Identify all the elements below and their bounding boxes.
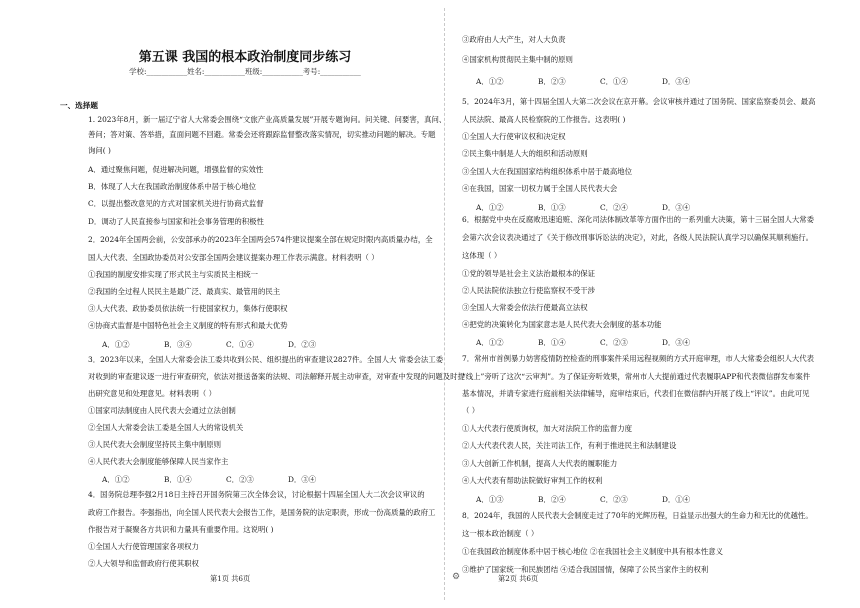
text-line: D．调动了人民直接参与国家和社会事务管理的积极性 (88, 217, 264, 226)
text-line: ④把党的决策转化为国家意志是人民代表大会制度的基本功能 (462, 320, 662, 329)
answer-option[interactable]: A．①③ (476, 495, 504, 504)
page-title: 第五课 我国的根本政治制度同步练习 (138, 50, 352, 65)
answer-option[interactable]: B．①④ (538, 338, 566, 347)
text-line: ④协商式监督是中国特色社会主义制度的特有形式和最大优势 (88, 321, 288, 330)
answer-option[interactable]: B．②④ (538, 495, 566, 504)
text-line: ①党的领导是社会主义法治最根本的保证 (462, 269, 596, 278)
text-line: ③维护了国家统一和民族团结 ④适合我国国情，保障了公民当家作主的权利 (462, 565, 709, 574)
footer-page-right: 第2页 共6页 (498, 574, 539, 583)
answer-option[interactable]: C．①④ (226, 340, 254, 349)
answer-option[interactable]: B．②③ (538, 77, 566, 86)
answer-option[interactable]: B．①④ (164, 475, 192, 484)
text-line: ③政府由人大产生，对人大负责 (462, 35, 566, 44)
answer-options (476, 202, 724, 213)
text-line: 对收到的审查建议逐一进行审查研究，依法对报送备案的法规、司法解释开展主动审查，对审查中发现的问题及时提 (88, 372, 465, 381)
text-line: 作报告对于凝聚各方共识和力量具有重要作用。这说明( ) (88, 525, 274, 534)
text-line: ①我国的制度安排实现了形式民主与实质民主相统一 (88, 270, 258, 279)
text-line: ③人大创新工作机制，提高人大代表的履职能力 (462, 459, 618, 468)
text-line: 这一根本政治制度（ ） (462, 529, 539, 538)
text-line: ④在我国，国家一切权力属于全国人民代表大会 (462, 184, 618, 193)
section-heading: 一、选择题 (60, 101, 98, 110)
text-line: 政府工作报告。李强指出，向全国人民代表大会报告工作，是国务院的法定职责，形成一份高质量的政府工 (88, 508, 436, 517)
footer-page-left: 第1页 共6页 (210, 574, 251, 583)
text-line: ①人大代表行使质询权，加大对法院工作的监督力度 (462, 424, 632, 433)
answer-options (476, 494, 724, 505)
text-line: “线上”旁听了这次“云审判”。为了保证旁听效果，常州市人大提前通过代表履职APP和代表微信群发布案件 (462, 372, 811, 381)
answer-options (476, 337, 724, 348)
text-line: ③人大代表、政协委员依法统一行使国家权力，集体行使职权 (88, 304, 288, 313)
answer-option[interactable]: A．①② (476, 338, 504, 347)
student-info-line: 学校:___________姓名:___________班级:___________考号:___________ (129, 67, 361, 76)
text-line: ①国家司法制度由人民代表大会通过立法创制 (88, 406, 236, 415)
answer-option[interactable]: D．②③ (288, 340, 317, 349)
text-line: ②人大代表代表人民，关注司法工作，有利于推进民主和法制建设 (462, 441, 677, 450)
text-line: ④人民代表大会制度能够保障人民当家作主 (88, 457, 229, 466)
text-line: ①全国人大行使管理国家各项权力 (88, 542, 199, 551)
text-line: 4．国务院总理李强2月18日主持召开国务院第三次全体会议，讨论根据十四届全国人大二次会议审议的 (88, 490, 425, 499)
text-line: 国人大代表、全国政协委员对公安部全国两会建议提案办理工作表示满意。材料表明（ ） (88, 253, 379, 262)
answer-option[interactable]: C．②③ (600, 338, 628, 347)
text-line: ④人大代表有帮助法院做好审判工作的权利 (462, 476, 603, 485)
answer-option[interactable]: A．①② (102, 475, 130, 484)
text-line: ①在我国政治制度体系中居于核心地位 ②在我国社会主义制度中具有根本性意义 (462, 547, 724, 556)
answer-options (476, 76, 724, 87)
text-line: 人民法院、最高人民检察院的工作报告。这表明( ) (462, 115, 626, 124)
text-line: 这体现（ ） (462, 251, 502, 260)
text-line: 7．常州市首例暴力妨害疫情防控检查的刑事案件采用远程视频的方式开庭审理，市人大常委会组织人大代表 (462, 354, 815, 363)
answer-option[interactable]: C．②③ (226, 475, 254, 484)
text-line: （ ） (462, 406, 480, 415)
text-line: ②我国的全过程人民民主是最广泛、最真实、最管用的民主 (88, 287, 281, 296)
page-divider (444, 8, 445, 600)
text-line: ③全国人大常委会依法行使最高立法权 (462, 303, 588, 312)
answer-option[interactable]: A．①② (476, 203, 504, 212)
text-line: B．体现了人大在我国政治制度体系中居于核心地位 (88, 182, 257, 191)
answer-option[interactable]: D．③④ (288, 475, 317, 484)
text-line: 基本情况，并请专家进行庭前相关法律辅导，庭审结束后，代表们在微信群内开展了线上“评议”。由此可见 (462, 389, 810, 398)
answer-option[interactable]: A．①② (102, 340, 130, 349)
answer-option[interactable]: B．③④ (164, 340, 192, 349)
answer-option[interactable]: D．③④ (662, 77, 691, 86)
text-line: 2．2024年全国两会前，公安部承办的2023年全国两会574件建议提案全部在规定时限内高质量办结，全 (88, 235, 433, 244)
text-line: 6．根据党中央在反腐败迅速追赃、深化司法体制改革等方面作出的一系列重大决策，第十三届全国人大常委 (462, 215, 815, 224)
text-line: ②民主集中制是人大的组织和活动原则 (462, 149, 588, 158)
text-line: ①全国人大行使审议权和决定权 (462, 132, 566, 141)
text-line: A．通过聚焦问题，促进解决问题，增强监督的实效性 (88, 165, 264, 174)
text-line: 善问；答对策、答举措，直面问题不回避。常委会还将跟踪监督整改落实情况，切实推动问题的解决。专题 (88, 130, 436, 139)
text-line: 3．2023年以来，全国人大常委会法工委共收到公民、组织提出的审查建议2827件。全国人大 常委会法工委 (88, 355, 444, 364)
answer-option[interactable]: A．①② (476, 77, 504, 86)
answer-option[interactable]: C．①④ (600, 77, 628, 86)
text-line: C．以提出整改意见的方式对国家机关进行协商式监督 (88, 199, 264, 208)
text-line: ③全国人大在我国国家结构组织体系中居于最高地位 (462, 167, 632, 176)
answer-options (102, 339, 350, 350)
answer-options (102, 474, 350, 485)
answer-option[interactable]: C．②④ (600, 203, 628, 212)
text-line: ②人大领导和监督政府行使其职权 (88, 559, 199, 568)
gear-icon: ⚙ (452, 572, 461, 582)
text-line: 5．2024年3月，第十四届全国人大第二次会议在京开幕。会议审核并通过了国务院、国家监察委员会、最高 (462, 97, 816, 106)
text-line: ②全国人大常委会法工委是全国人大的常设机关 (88, 423, 244, 432)
text-line: 1. 2023年8月，新一届辽宁省人大常委会围绕“文旅产业高质量发展”开展专题询问。问关键、问要害，真问、 (88, 115, 447, 124)
text-line: 出研究意见和处理意见。材料表明（ ） (88, 389, 216, 398)
text-line: 询问( ) (88, 146, 111, 155)
text-line: ③人民代表大会制度坚持民主集中制原则 (88, 440, 222, 449)
answer-option[interactable]: B．①③ (538, 203, 566, 212)
answer-option[interactable]: D．①④ (662, 495, 691, 504)
answer-option[interactable]: D．③④ (662, 338, 691, 347)
text-line: 8．2024年，我国的人民代表大会制度走过了70年的光辉历程，日益显示出强大的生命力和无比的优越性。 (462, 511, 813, 520)
text-line: ④国家机构贯彻民主集中制的原则 (462, 55, 573, 64)
answer-option[interactable]: C．②③ (600, 495, 628, 504)
text-line: 会第六次会议表决通过了《关于修改刑事诉讼法的决定》，对此，各级人民法院认真学习以确保其顺利施行。 (462, 233, 814, 242)
text-line: ②人民法院依法独立行使监察权不受干涉 (462, 286, 596, 295)
answer-option[interactable]: D．③④ (662, 203, 691, 212)
